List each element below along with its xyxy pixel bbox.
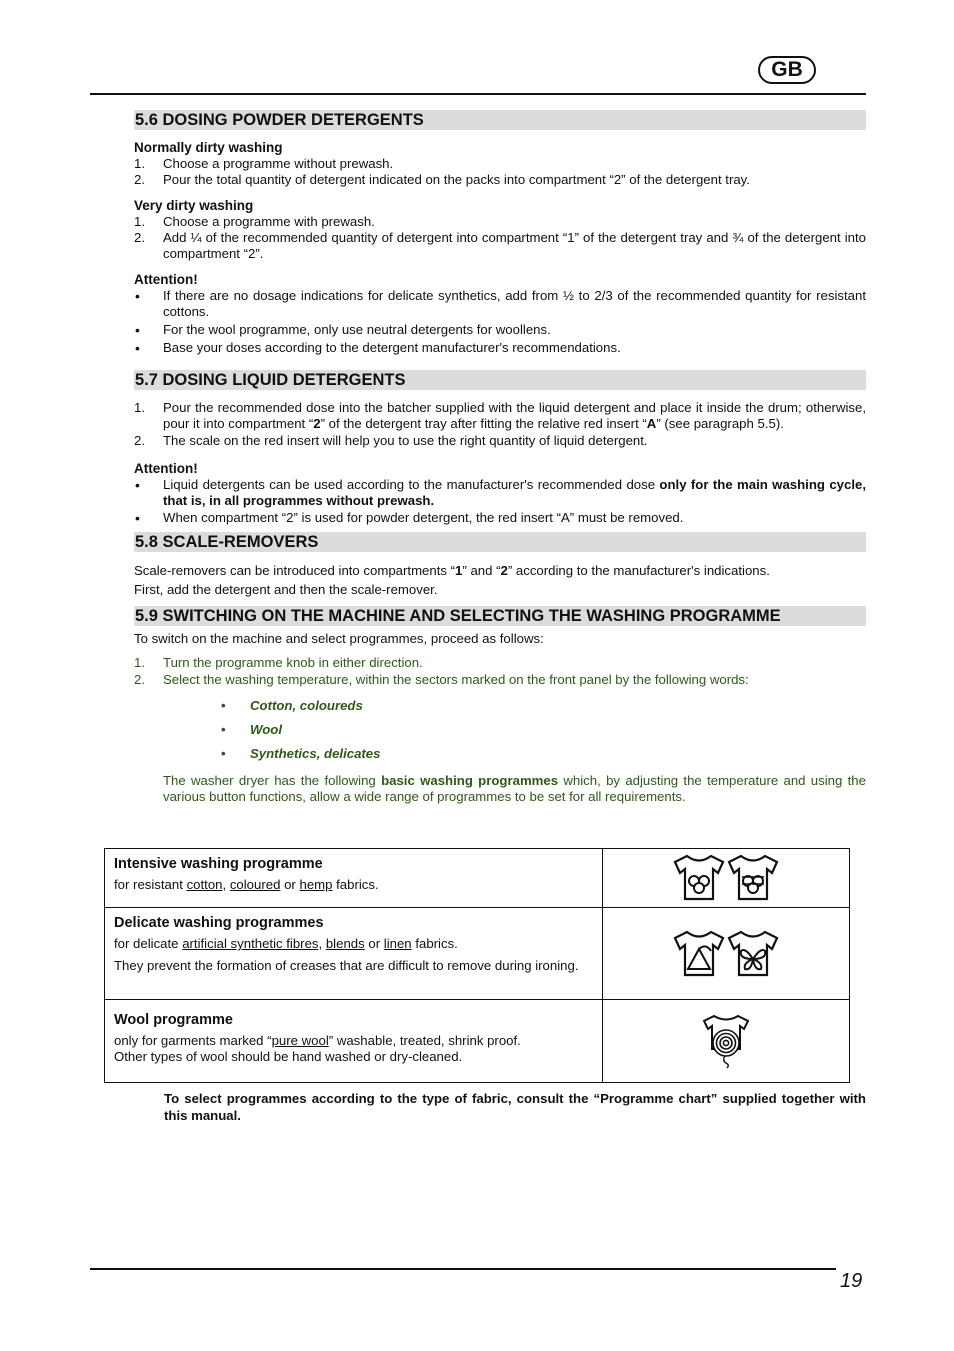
list-item: • Base your doses according to the detergent manufacturer's recommendations. <box>135 340 621 356</box>
list-item: • Liquid detergents can be used according to the manufacturer's recommended dose only for the main washing cycle, that is, in all programmes without prewash. <box>135 477 866 508</box>
powder-attention-1: If there are no dosage indications for delicate synthetics, add from ½ to 2/3 of the recommended quantity for resistant cottons. <box>163 288 866 319</box>
shirt-coloured-icon <box>727 853 779 903</box>
sector-label: Wool <box>250 721 282 737</box>
scale-remover-text-2: First, add the detergent and then the scale-remover. <box>134 581 438 597</box>
wool-note: Other types of wool should be hand washed or dry-cleaned. <box>114 1049 463 1064</box>
normal-washing-title: Normally dirty washing <box>134 140 283 155</box>
language-badge: GB <box>758 56 816 84</box>
wool-text: only for garments marked “pure wool” washable, treated, shrink proof. <box>114 1033 521 1048</box>
table-row <box>105 849 849 907</box>
list-item: 2. Pour the total quantity of detergent indicated on the packs into compartment “2” of the detergent tray. <box>134 172 750 187</box>
list-item: 1. Choose a programme with prewash. <box>134 214 375 229</box>
shirt-synthetic-icon <box>673 929 725 979</box>
section-5-9-title: 5.9 SWITCHING ON THE MACHINE AND SELECTING THE WASHING PROGRAMME <box>134 606 866 626</box>
section-5-7-title: 5.7 DOSING LIQUID DETERGENTS <box>134 370 866 390</box>
page-number: 19 <box>840 1270 863 1292</box>
attention-title: Attention! <box>134 272 198 287</box>
sector-label: Synthetics, delicates <box>250 745 381 761</box>
section-5-8-title: 5.8 SCALE-REMOVERS <box>134 532 866 552</box>
list-item: 1. Turn the programme knob in either direction. <box>134 654 423 670</box>
liquid-step-2: The scale on the red insert will help you to use the right quantity of liquid detergent. <box>163 433 648 448</box>
delicate-title: Delicate washing programmes <box>114 915 324 931</box>
delicate-symbols <box>603 908 849 999</box>
content <box>134 110 866 805</box>
list-item: 1. Pour the recommended dose into the batcher supplied with the liquid detergent and place it inside the drum; otherwise, pour it into compartment “2” of the detergent tray after fitting the relative red insert “A” (see paragraph 5.5). <box>134 400 866 431</box>
intensive-text: for resistant cotton, coloured or hemp fabrics. <box>114 877 379 892</box>
list-item: 2. Add ¼ of the recommended quantity of detergent into compartment “1” of the detergent tray and ¾ of the detergent into compartment “2”. <box>134 230 866 261</box>
intensive-title: Intensive washing programme <box>114 856 323 872</box>
scale-remover-text-1: Scale-removers can be introduced into compartments “1” and “2” according to the manufacturer's indications. <box>134 563 770 578</box>
list-item: 2. The scale on the red insert will help you to use the right quantity of liquid detergent. <box>134 433 648 448</box>
list-item: • If there are no dosage indications for delicate synthetics, add from ½ to 2/3 of the recommended quantity for resistant cottons. <box>135 288 866 319</box>
switch-step-2: Select the washing temperature, within the sectors marked on the front panel by the following words: <box>163 671 749 687</box>
powder-attention-3: Base your doses according to the detergent manufacturer's recommendations. <box>163 340 621 355</box>
very-step-1: Choose a programme with prewash. <box>163 214 375 229</box>
powder-attention-2: For the wool programme, only use neutral detergents for woollens. <box>163 322 551 337</box>
shirt-cotton-icon <box>673 853 725 903</box>
basic-programmes-text: The washer dryer has the following basic washing programmes which, by adjusting the temperature and using the various button functions, allow a wide range of programmes to be set for all requirements. <box>163 772 866 804</box>
normal-step-1: Choose a programme without prewash. <box>163 156 394 171</box>
sector-label: Cotton, coloureds <box>250 697 363 713</box>
attention-title: Attention! <box>134 461 198 476</box>
delicate-text: for delicate artificial synthetic fibres, blends or linen fabrics. <box>114 936 458 951</box>
wool-title: Wool programme <box>114 1012 233 1028</box>
sector-item: • Synthetics, delicates <box>221 745 381 761</box>
list-item: 2. Select the washing temperature, within the sectors marked on the front panel by the following words: <box>134 671 749 687</box>
header-rule <box>90 93 866 95</box>
wool-symbols <box>603 1000 849 1082</box>
normal-step-2: Pour the total quantity of detergent indicated on the packs into compartment “2” of the detergent tray. <box>163 172 750 187</box>
delicate-note: They prevent the formation of creases that are difficult to remove during ironing. <box>114 958 579 973</box>
table-row <box>105 907 849 999</box>
liquid-attention-2: When compartment “2” is used for powder detergent, the red insert “A” must be removed. <box>163 510 684 525</box>
very-dirty-title: Very dirty washing <box>134 198 254 213</box>
section-5-6-title: 5.6 DOSING POWDER DETERGENTS <box>134 110 866 130</box>
switch-on-intro: To switch on the machine and select programmes, proceed as follows: <box>134 631 544 646</box>
shirt-delicate-icon <box>727 929 779 979</box>
list-item: 1. Choose a programme without prewash. <box>134 156 394 171</box>
sector-item: • Wool <box>221 721 282 737</box>
intensive-symbols <box>603 849 849 907</box>
table-row <box>105 999 849 1082</box>
sector-item: • Cotton, coloureds <box>221 697 363 713</box>
programme-chart-note: To select programmes according to the type of fabric, consult the “Programme chart” supplied together with this manual. <box>164 1091 866 1123</box>
list-item: • For the wool programme, only use neutral detergents for woollens. <box>135 322 551 338</box>
liquid-step-1: Pour the recommended dose into the batcher supplied with the liquid detergent and place it inside the drum; otherwise, pour it into compartment “2” of the detergent tray after fitting the relative red insert “A” (see paragraph 5.5). <box>163 400 866 431</box>
programme-table <box>104 848 850 1083</box>
very-step-2: Add ¼ of the recommended quantity of detergent into compartment “1” of the detergent tray and ¾ of the detergent into compartment “2”. <box>163 230 866 261</box>
switch-step-1: Turn the programme knob in either direction. <box>163 654 423 670</box>
list-item: • When compartment “2” is used for powder detergent, the red insert “A” must be removed. <box>135 510 684 526</box>
shirt-wool-icon <box>700 1013 752 1069</box>
footer-rule <box>90 1268 836 1270</box>
liquid-attention-1: Liquid detergents can be used according to the manufacturer's recommended dose only for the main washing cycle, that is, in all programmes without prewash. <box>163 477 866 508</box>
